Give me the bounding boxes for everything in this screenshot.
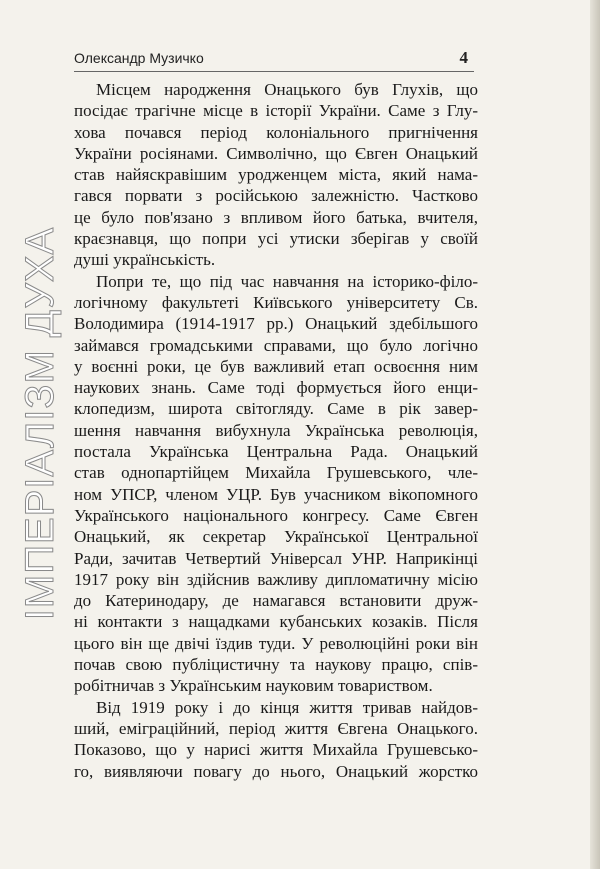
- text-line: Показово, що у нарисі життя Михайла Грушевсько-: [74, 740, 478, 760]
- text-line: Від 1919 року і до кінця життя тривав найдов-: [96, 697, 478, 717]
- text-line: посідає трагічне місце в історії України. Саме з Глу-: [74, 101, 478, 121]
- text-line: став однопартійцем Михайла Грушевського, чле-: [74, 463, 478, 483]
- paragraph: [74, 79, 478, 271]
- text-line: наукових знань. Саме тоді формується його енци-: [74, 378, 478, 398]
- text-line: у воєнні роки, це був важливий етап освоєння ним: [74, 356, 478, 376]
- header-rule: [74, 71, 474, 72]
- text-line: хова почався період колоніального пригнічення: [74, 122, 478, 142]
- spine-title: ІМПЕРІАЛІЗМ ДУХА: [18, 226, 63, 620]
- text-line: Онацький, як секретар Української Центральної: [74, 527, 478, 547]
- running-header: [74, 38, 474, 68]
- text-line: го, виявляючи повагу до нього, Онацький жорстко: [74, 761, 478, 781]
- paragraph: [74, 697, 478, 782]
- text-line: шення навчання вибухнула Українська революція,: [74, 420, 478, 440]
- text-line: Ради, зачитав Четвертий Універсал УНР. Наприкінці: [74, 548, 478, 568]
- text-line: гався порвати з російською залежністю. Частково: [74, 186, 478, 206]
- text-line: 1917 року він здійснив важливу дипломатичну місію: [74, 569, 478, 589]
- text-line: Українського національного конгресу. Саме Євген: [74, 505, 478, 525]
- text-line: ні контакти з нащадками кубанських козаків. Після: [74, 612, 478, 632]
- text-line: цього він ще двічі їздив туди. У революційні роки він: [74, 633, 478, 653]
- text-line: Місцем народження Онацького був Глухів, що: [96, 80, 478, 99]
- spine-title-area: [18, 118, 64, 728]
- text-line: душі українськість.: [74, 250, 216, 270]
- text-line: робітничав з Українським науковим товариством.: [74, 676, 433, 696]
- text-line: почав свою публіцистичну та наукову працю, спів-: [74, 655, 478, 675]
- header-author: Олександр Музичко: [74, 50, 204, 66]
- text-line: став найяскравішим уродженцем міста, який нама-: [74, 165, 478, 185]
- text-line: ший, еміграційний, період життя Євгена Онацького.: [74, 718, 478, 738]
- text-line: займався громадськими справами, що було логічно: [74, 335, 478, 355]
- page-number: 4: [459, 48, 468, 67]
- text-line: до Катеринодару, де намагався встановити друж-: [74, 591, 478, 611]
- text-line: Володимира (1914-1917 рр.) Онацький здебільшого: [74, 314, 478, 334]
- text-line: це було пов'язано з впливом його батька, вчителя,: [74, 207, 478, 227]
- paragraph: [74, 271, 478, 697]
- body-text: [74, 79, 478, 782]
- text-line: краєзнавця, що попри усі утиски зберігав у своїй: [74, 229, 478, 249]
- text-line: Попри те, що під час навчання на історико-філо-: [96, 271, 478, 291]
- text-line: ном УПСР, членом УЦР. Був учасником вікопомного: [74, 484, 478, 504]
- page-edge: [590, 0, 600, 869]
- text-line: України росіянами. Символічно, що Євген Онацький: [74, 143, 478, 163]
- text-line: клопедизм, широта світогляду. Саме в рік завер-: [74, 399, 478, 419]
- text-line: логічному факультеті Київського університету Св.: [74, 292, 478, 312]
- text-line: постала Українська Центральна Рада. Онацький: [74, 442, 478, 462]
